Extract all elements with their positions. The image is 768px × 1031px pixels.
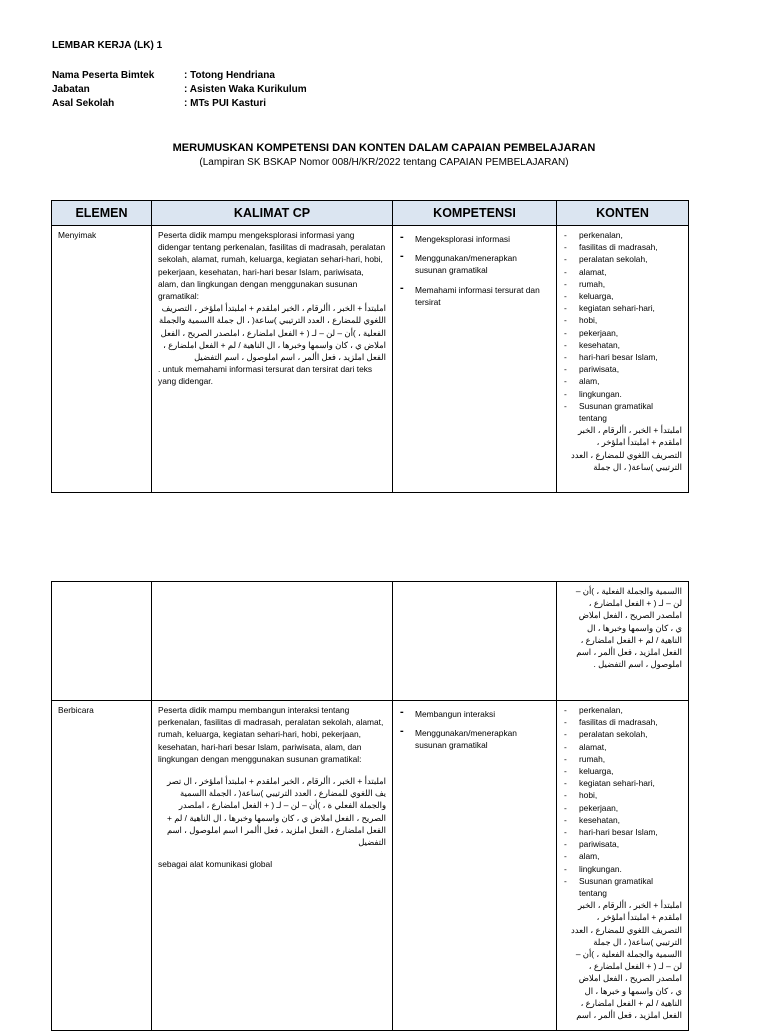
list-item: - hobi, bbox=[579, 789, 682, 801]
list-item: - pekerjaan, bbox=[579, 802, 682, 814]
list-item: - Menggunakan/menerapkan susunan gramatikal bbox=[415, 727, 550, 751]
cp-intro-text: Peserta didik mampu mengeksplorasi informasi yang didengar tentang perkenalan, fasilitas di madrasah, peralatan sekolah, alamat, rumah, keluarga, kegiatan sehari-hari, hobi, pekerjaan, kesehatan, hari-hari besar Islam, pariwisata, alam, dan lingkungan dengan menggunakan susunan gramatikal: bbox=[158, 230, 386, 302]
list-item: - alam, bbox=[579, 375, 682, 387]
list-item: - hari-hari besar Islam, bbox=[579, 826, 682, 838]
konten-cell bbox=[557, 701, 689, 1031]
kalimat-cp-cell bbox=[152, 226, 393, 493]
list-item: - Susunan gramatikal tentang bbox=[579, 400, 682, 424]
meta-row-position bbox=[52, 83, 307, 97]
list-item: - kegiatan sehari-hari, bbox=[579, 777, 682, 789]
list-item: - rumah, bbox=[579, 278, 682, 290]
konten-arabic-text: املبتدأ + الخبر ، األرقام ، الخبر املقدم + املبتدأ املؤخر ، التصريف اللغوي للمضارع ، العدد الترتيبي )ساعة( ، ال جملة االسمية والجملة الفعلية ، )أن – لن – لـ ( + الفعل املضارع ، املصدر الصريح ، الفعل املاض ي ، كان واسمها و خبرها ، ال الناهية / لم + الفعل املضارع ، الفعل املزيد ، فعل األمر ، اسم bbox=[571, 900, 682, 1021]
kalimat-cp-cell bbox=[152, 701, 393, 1031]
list-item: - pekerjaan, bbox=[579, 327, 682, 339]
cp-table bbox=[51, 200, 689, 493]
header-kompetensi: KOMPETENSI bbox=[393, 201, 557, 226]
list-item: - lingkungan. bbox=[579, 863, 682, 875]
table-row bbox=[52, 701, 689, 1031]
list-item: - fasilitas di madrasah, bbox=[579, 716, 682, 728]
meta-value: : Asisten Waka Kurikulum bbox=[184, 84, 307, 95]
list-item: - kesehatan, bbox=[579, 814, 682, 826]
meta-row-name bbox=[52, 69, 307, 83]
list-item: - alamat, bbox=[579, 741, 682, 753]
meta-label: Asal Sekolah bbox=[52, 98, 115, 109]
list-item: - kegiatan sehari-hari, bbox=[579, 302, 682, 314]
cp-outro-text: . untuk memahami informasi tersurat dan tersirat dari teks yang didengar. bbox=[158, 364, 373, 387]
konten-cell bbox=[557, 226, 689, 493]
list-item: - pariwisata, bbox=[579, 363, 682, 375]
list-item: - perkenalan, bbox=[579, 704, 682, 716]
list-item: - rumah, bbox=[579, 753, 682, 765]
header-konten: KONTEN bbox=[557, 201, 689, 226]
table-header-row bbox=[52, 201, 689, 226]
worksheet-title: LEMBAR KERJA (LK) 1 bbox=[52, 40, 163, 51]
kalimat-cp-cell bbox=[152, 582, 393, 701]
kompetensi-cell bbox=[393, 226, 557, 493]
konten-arabic-text: املبتدأ + الخبر ، األرقام ، الخبر املقدم + املبتدأ املؤخر ، التصريف اللغوي للمضارع ، العدد الترتيبي )ساعة( ، ال جملة bbox=[571, 425, 682, 472]
main-heading: MERUMUSKAN KOMPETENSI DAN KONTEN DALAM CAPAIAN PEMBELAJARAN bbox=[172, 142, 596, 154]
kompetensi-cell bbox=[393, 701, 557, 1031]
list-item: - lingkungan. bbox=[579, 388, 682, 400]
konten-arabic-text: االسمية والجملة الفعلية ، )أن – لن – لـ ( + الفعل املضارع ، املصدر الصريح ، الفعل املاض ي ، كان واسمها وخبرها ، ال الناهية / لم + الفعل املضارع ، الفعل املزيد ، فعل األمر ، اسم املوصول ، اسم التفضيل . bbox=[575, 586, 682, 670]
sub-heading: (Lampiran SK BSKAP Nomor 008/H/KR/2022 tentang CAPAIAN PEMBELAJARAN) bbox=[199, 157, 569, 168]
konten-list bbox=[563, 229, 682, 424]
elemen-cell bbox=[52, 582, 152, 701]
meta-label: Nama Peserta Bimtek bbox=[52, 70, 155, 81]
list-item: - fasilitas di madrasah, bbox=[579, 241, 682, 253]
list-item: - peralatan sekolah, bbox=[579, 728, 682, 740]
list-item: - alamat, bbox=[579, 266, 682, 278]
list-item: - Mengeksplorasi informasi bbox=[415, 233, 550, 245]
elemen-cell: Menyimak bbox=[52, 226, 152, 493]
list-item: - Susunan gramatikal tentang bbox=[579, 875, 682, 899]
elemen-cell: Berbicara bbox=[52, 701, 152, 1031]
cp-outro-text: sebagai alat komunikasi global bbox=[158, 859, 273, 870]
cp-arabic-text: املبتدأ + الخبر ، األرقام ، الخبر املقدم + املبتدأ املؤخر ، التصريف اللغوي للمضارع ، العدد الترتيبي )ساعة( ، ال جملة االسمية والجملة الفعلية ، )أن – لن – لـ ( + الفعل املضارع ، املصدر الصريح ، الفعل املاض ي ، كان واسمها وخبرها ، ال الناهية / لم + الفعل املضارع ، الفعل املزيد ، فعل األمر ، اسم املوصول ، اسم التفضيل bbox=[158, 303, 386, 363]
list-item: - Membangun interaksi bbox=[415, 708, 550, 720]
list-item: - keluarga, bbox=[579, 765, 682, 777]
list-item: - hari-hari besar Islam, bbox=[579, 351, 682, 363]
meta-value: : Totong Hendriana bbox=[184, 70, 275, 81]
kompetensi-list bbox=[399, 708, 550, 752]
list-item: - perkenalan, bbox=[579, 229, 682, 241]
cp-table-continued bbox=[51, 581, 689, 1031]
konten-cell bbox=[557, 582, 689, 701]
list-item: - hobi, bbox=[579, 314, 682, 326]
list-item: - keluarga, bbox=[579, 290, 682, 302]
kompetensi-cell bbox=[393, 582, 557, 701]
spacer bbox=[158, 848, 386, 858]
meta-value: : MTs PUI Kasturi bbox=[184, 98, 267, 109]
list-item: - alam, bbox=[579, 850, 682, 862]
cp-arabic-text: املبتدأ + الخبر ، األرقام ، الخبر املقدم + املبتدأ املؤخر ، ال تصر يف اللغوي للمضارع ، العدد الترتيبي )ساعة( ، الجملة االسمية والجملة الفعلي ة ، )أن – لن – لـ ( + الفعل املضارع ، املصدر الصريح ، الفعل املاض ي ، كان واسمها وخبرها ، ال الناهية / لم + الفعل املضارع ، الفعل املزيد ، فعل األمر ا اسم املوصول ، اسم التفضيل bbox=[166, 776, 386, 848]
list-item: - pariwisata, bbox=[579, 838, 682, 850]
table-row bbox=[52, 226, 689, 493]
spacer bbox=[158, 765, 386, 775]
cp-intro-text: Peserta didik mampu membangun interaksi tentang perkenalan, fasilitas di madrasah, peralatan sekolah, alamat, rumah, keluarga, kegiatan sehari-hari, hobi, pekerjaan, kesehatan, hari-hari besar Islam, pariwisata, alam, dan lingkungan dengan menggunakan susunan gramatikal: bbox=[158, 705, 384, 764]
meta-row-school bbox=[52, 97, 307, 111]
list-item: - Menggunakan/menerapkan susunan gramatikal bbox=[415, 252, 550, 276]
meta-label: Jabatan bbox=[52, 84, 90, 95]
list-item: - Memahami informasi tersurat dan tersirat bbox=[415, 284, 550, 308]
kompetensi-list bbox=[399, 233, 550, 308]
table-row bbox=[52, 582, 689, 701]
list-item: - peralatan sekolah, bbox=[579, 253, 682, 265]
konten-list bbox=[563, 704, 682, 899]
list-item: - kesehatan, bbox=[579, 339, 682, 351]
participant-info bbox=[52, 69, 307, 111]
header-elemen: ELEMEN bbox=[52, 201, 152, 226]
header-kalimat-cp: KALIMAT CP bbox=[152, 201, 393, 226]
